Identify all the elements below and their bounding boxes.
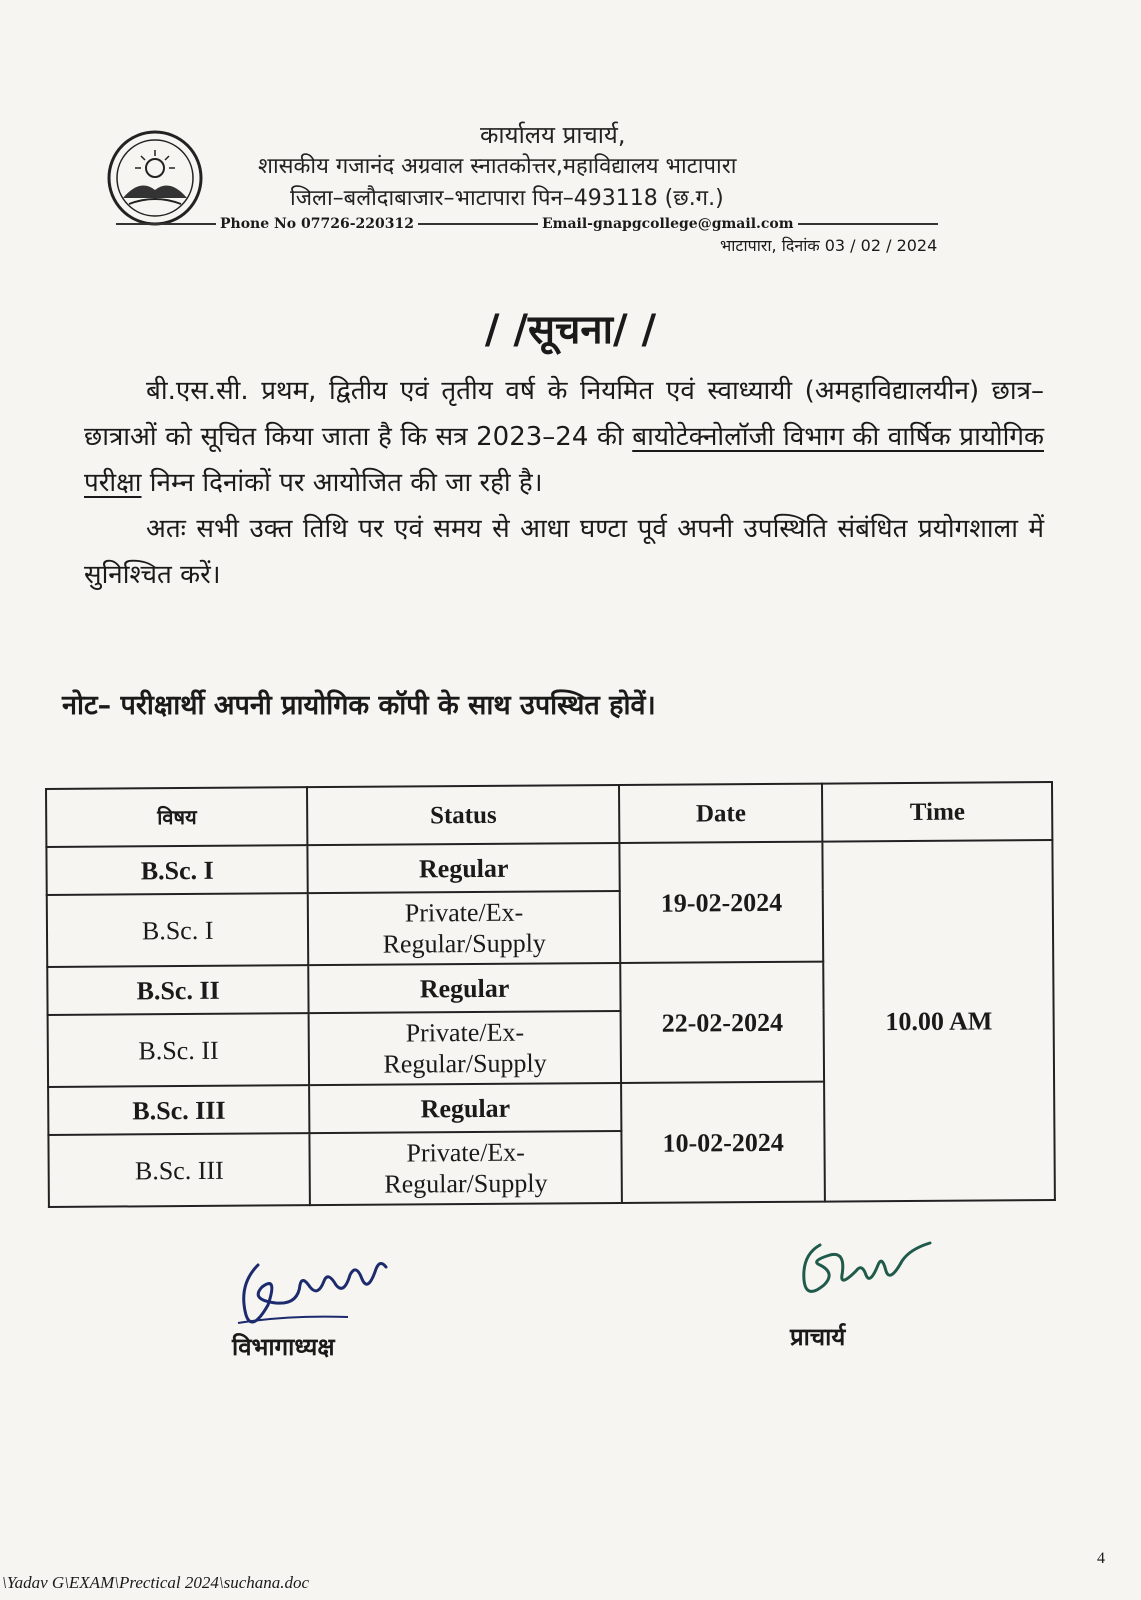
status-line: Regular/Supply [384, 1168, 548, 1199]
status-cell [308, 891, 620, 965]
principal-signature [790, 1225, 940, 1310]
rule-divider [418, 223, 538, 225]
date-cell: 10-02-2024 [621, 1082, 825, 1203]
subject-cell: B.Sc. II [47, 965, 309, 1015]
subject-cell: B.Sc. III [48, 1133, 310, 1207]
exam-name-underlined: बायोटेक्नोलॉजी विभाग की वार्षिक प्रायोगिक परीक्षा [84, 422, 1044, 498]
page-number: 4 [1097, 1550, 1105, 1567]
date-cell: 19-02-2024 [619, 842, 823, 963]
notice-paragraph-2: अतः सभी उक्त तिथि पर एवं समय से आधा घण्टा पूर्व अपनी उपस्थिति संबंधित प्रयोगशाला में सुनिश्चित करें। [84, 514, 1044, 590]
college-emblem-icon [105, 128, 205, 228]
contact-line [112, 214, 1012, 234]
header-subject: विषय [46, 787, 308, 847]
para1-text: बी.एस.सी. प्रथम, द्वितीय एवं तृतीय वर्ष के नियमित एवं स्वाध्यायी (अमहाविद्यालयीन) छात्र–छात्राओं को सूचित किया जाता है कि सत्र 2023–24 की [84, 376, 1044, 452]
table-row [46, 840, 1052, 895]
hod-signature [228, 1245, 398, 1340]
hod-label: विभागाध्यक्ष [232, 1333, 335, 1361]
subject-cell: B.Sc. I [46, 845, 308, 895]
status-cell [310, 1131, 622, 1205]
notice-title: / /सूचना/ / [484, 307, 657, 353]
date-cell: 22-02-2024 [620, 962, 824, 1083]
college-name: शासकीय गजानंद अग्रवाल स्नातकोत्तर,महाविद्यालय भाटापारा [258, 154, 737, 179]
table-header-row [46, 782, 1052, 847]
status-line: Private/Ex- [405, 1017, 525, 1048]
para1-text-end: निम्न दिनांकों पर आयोजित की जा रही है। [141, 468, 543, 498]
note-line: नोट– परीक्षार्थी अपनी प्रायोगिक कॉपी के साथ उपस्थित होवें। [62, 690, 656, 721]
header-status: Status [307, 785, 619, 845]
district-address: जिला–बलौदाबाजार–भाटापारा पिन–493118 (छ.ग.) [290, 186, 724, 211]
notice-body [84, 368, 1044, 598]
notice-date: भाटापारा, दिनांक 03 / 02 / 2024 [720, 236, 938, 255]
time-cell: 10.00 AM [823, 840, 1055, 1202]
office-title: कार्यालय प्राचार्य, [480, 121, 626, 149]
rule-divider [116, 223, 216, 225]
subject-cell: B.Sc. II [48, 1013, 310, 1087]
rule-divider [798, 223, 938, 225]
status-line: Private/Ex- [406, 1137, 526, 1168]
subject-cell: B.Sc. I [47, 893, 309, 967]
status-cell: Regular [309, 1083, 621, 1133]
status-line: Regular/Supply [382, 928, 546, 959]
status-line: Regular/Supply [383, 1048, 547, 1079]
status-cell [309, 1011, 621, 1085]
status-cell: Regular [308, 843, 620, 893]
phone-number: Phone No 07726-220312 [220, 216, 414, 232]
header-date: Date [619, 784, 823, 843]
email-address: Email-gnapgcollege@gmail.com [541, 216, 794, 232]
principal-label: प्राचार्य [790, 1323, 846, 1351]
exam-schedule-table [45, 781, 1056, 1208]
status-line: Private/Ex- [404, 897, 524, 928]
status-cell: Regular [309, 963, 621, 1013]
notice-paragraph-1 [84, 368, 1044, 506]
subject-cell: B.Sc. III [48, 1085, 310, 1135]
file-path: \Yadav G\EXAM\Prectical 2024\suchana.doc [2, 1573, 310, 1592]
header-time: Time [822, 782, 1052, 842]
